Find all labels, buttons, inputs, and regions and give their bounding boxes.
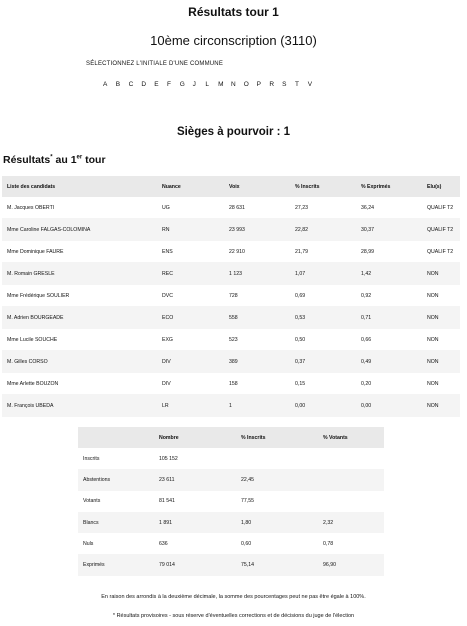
- letter-link[interactable]: C: [128, 81, 134, 88]
- participation-table: [78, 427, 384, 576]
- candidate-row: [2, 307, 460, 329]
- table-cell: 0,92: [356, 285, 422, 307]
- col-header: [78, 427, 154, 448]
- candidates-header-row: [2, 176, 460, 197]
- table-cell: LR: [157, 395, 224, 417]
- col-header: % Votants: [318, 427, 384, 448]
- sieges-heading: Sièges à pourvoir : 1: [176, 126, 291, 138]
- col-header: % Exprimés: [356, 176, 422, 197]
- table-cell: 22,82: [290, 219, 356, 241]
- participation-row: [78, 491, 384, 512]
- table-cell: 30,37: [356, 219, 422, 241]
- results-heading: [3, 154, 106, 166]
- table-cell: Inscrits: [83, 455, 100, 462]
- table-cell: 1,80: [236, 512, 318, 533]
- letter-index: [103, 81, 321, 88]
- participation-row: [78, 512, 384, 533]
- table-cell: Blancs: [78, 512, 154, 533]
- table-cell: [318, 448, 384, 469]
- results-heading-star: *: [50, 154, 53, 161]
- table-cell: 636: [159, 540, 168, 547]
- table-cell: 23 611: [154, 469, 236, 490]
- candidate-row: [2, 373, 460, 395]
- col-header: % Inscrits: [290, 176, 356, 197]
- table-cell: NON: [422, 263, 460, 285]
- col-header: % Inscrits: [236, 427, 318, 448]
- candidate-row: [2, 263, 460, 285]
- letter-link[interactable]: B: [115, 81, 121, 88]
- col-header: Liste des candidats: [2, 176, 157, 197]
- provisional-note: * Résultats provisoires - sous réserve d'éventuelles corrections et de décisions du juge de l'élection: [112, 613, 355, 619]
- table-cell: 1,42: [356, 263, 422, 285]
- letter-link[interactable]: N: [230, 81, 236, 88]
- participation-row: [78, 554, 384, 575]
- table-cell: NON: [422, 307, 460, 329]
- letter-link[interactable]: J: [192, 81, 196, 88]
- col-header: Nuance: [157, 176, 224, 197]
- table-cell: RN: [157, 219, 224, 241]
- table-cell: 0,71: [356, 307, 422, 329]
- letter-link[interactable]: V: [307, 81, 313, 88]
- candidate-row: [2, 197, 460, 219]
- results-heading-end: tour: [82, 154, 106, 166]
- participation-header-row: [78, 427, 384, 448]
- table-cell: 0,20: [356, 373, 422, 395]
- table-cell: 0,49: [356, 351, 422, 373]
- table-cell: EXG: [157, 329, 224, 351]
- table-cell: NON: [422, 395, 460, 417]
- table-cell: DIV: [157, 373, 224, 395]
- table-cell: 1 891: [154, 512, 236, 533]
- page-title: Résultats tour 1: [188, 5, 279, 19]
- table-cell: 2,32: [318, 512, 384, 533]
- letter-link[interactable]: O: [243, 81, 249, 88]
- table-cell: UG: [157, 197, 224, 219]
- table-cell: 21,79: [290, 241, 356, 263]
- table-cell: NON: [422, 351, 460, 373]
- table-cell: 81 541: [159, 498, 175, 505]
- letter-link[interactable]: A: [103, 81, 108, 88]
- table-cell: 22,45: [236, 469, 318, 490]
- table-cell: 0,37: [290, 351, 356, 373]
- table-cell: 0,53: [290, 307, 356, 329]
- candidate-row: [2, 351, 460, 373]
- table-cell: 27,23: [290, 197, 356, 219]
- table-cell: 0,00: [356, 395, 422, 417]
- letter-link[interactable]: S: [282, 81, 287, 88]
- table-cell: Mme Arlette BOUZON: [2, 373, 157, 395]
- table-cell: 0,50: [290, 329, 356, 351]
- letter-link[interactable]: M: [218, 81, 224, 88]
- letter-link[interactable]: E: [154, 81, 159, 88]
- table-cell: 36,24: [356, 197, 422, 219]
- col-header: Nombre: [154, 427, 236, 448]
- circonscription-title: 10ème circonscription (3110): [150, 33, 317, 48]
- candidate-row: [2, 395, 460, 417]
- candidate-row: [2, 329, 460, 351]
- candidates-table: [2, 176, 460, 417]
- table-cell: 0,66: [356, 329, 422, 351]
- table-cell: 1 123: [224, 263, 290, 285]
- table-cell: 77,55: [241, 498, 254, 505]
- table-cell: DVC: [157, 285, 224, 307]
- table-cell: 728: [224, 285, 290, 307]
- table-cell: [318, 469, 384, 490]
- table-cell: 0,60: [241, 540, 252, 547]
- table-cell: M. Jacques OBERTI: [2, 197, 157, 219]
- letter-link[interactable]: D: [141, 81, 147, 88]
- table-cell: Abstentions: [78, 469, 154, 490]
- table-cell: [318, 491, 384, 512]
- table-cell: [236, 448, 318, 469]
- table-cell: 0,69: [290, 285, 356, 307]
- table-cell: REC: [157, 263, 224, 285]
- rounding-note: En raison des arrondis à la deuxième décimale, la somme des pourcentages peut ne pas être égale à 100%.: [101, 594, 366, 600]
- table-cell: Nuls: [83, 540, 94, 547]
- table-cell: 158: [224, 373, 290, 395]
- table-cell: 79 014: [154, 554, 236, 575]
- participation-row: [78, 469, 384, 490]
- col-header: Elu(s): [422, 176, 460, 197]
- table-cell: Mme Frédérique SOULIER: [2, 285, 157, 307]
- table-cell: M. Adrien BOURGEADE: [2, 307, 157, 329]
- table-cell: M. Romain GRESLE: [2, 263, 157, 285]
- results-heading-sup: er: [76, 154, 83, 161]
- table-cell: Mme Dominique FAURE: [2, 241, 157, 263]
- table-cell: DIV: [157, 351, 224, 373]
- table-cell: ECO: [157, 307, 224, 329]
- participation-row: [78, 448, 384, 469]
- table-cell: 105 152: [159, 455, 178, 462]
- table-cell: NON: [422, 373, 460, 395]
- table-cell: Exprimés: [78, 554, 154, 575]
- table-cell: Votants: [83, 498, 101, 505]
- letter-link[interactable]: P: [256, 81, 261, 88]
- table-cell: 75,14: [236, 554, 318, 575]
- table-cell: 1: [224, 395, 290, 417]
- table-cell: NON: [422, 329, 460, 351]
- letter-link[interactable]: R: [269, 81, 275, 88]
- table-cell: 28 631: [224, 197, 290, 219]
- participation-row: [78, 533, 384, 554]
- table-cell: 0,00: [290, 395, 356, 417]
- results-heading-text: Résultats: [3, 154, 51, 166]
- letter-link[interactable]: F: [166, 81, 171, 88]
- letter-link[interactable]: L: [205, 81, 209, 88]
- letter-link[interactable]: T: [294, 81, 299, 88]
- table-cell: 389: [224, 351, 290, 373]
- table-cell: NON: [422, 285, 460, 307]
- table-cell: 23 993: [224, 219, 290, 241]
- candidate-row: [2, 219, 460, 241]
- commune-select-label: SÉLECTIONNEZ L'INITIALE D'UNE COMMUNE: [86, 61, 224, 67]
- candidate-row: [2, 241, 460, 263]
- table-cell: QUALIF T2: [422, 241, 460, 263]
- table-cell: M. Gilles CORSO: [2, 351, 157, 373]
- table-cell: 0,78: [323, 540, 334, 547]
- table-cell: 1,07: [290, 263, 356, 285]
- candidate-row: [2, 285, 460, 307]
- table-cell: 28,99: [356, 241, 422, 263]
- table-cell: 96,90: [318, 554, 384, 575]
- table-cell: Mme Lucile SOUCHE: [2, 329, 157, 351]
- table-cell: QUALIF T2: [422, 219, 460, 241]
- letter-link[interactable]: G: [179, 81, 185, 88]
- table-cell: 22 910: [224, 241, 290, 263]
- results-heading-tail: au 1: [52, 154, 77, 166]
- col-header: Voix: [224, 176, 290, 197]
- table-cell: 0,15: [290, 373, 356, 395]
- table-cell: ENS: [157, 241, 224, 263]
- table-cell: QUALIF T2: [422, 197, 460, 219]
- table-cell: 558: [224, 307, 290, 329]
- table-cell: M. François UBEDA: [2, 395, 157, 417]
- table-cell: Mme Caroline FALGAS-COLOMINA: [2, 219, 157, 241]
- table-cell: 523: [224, 329, 290, 351]
